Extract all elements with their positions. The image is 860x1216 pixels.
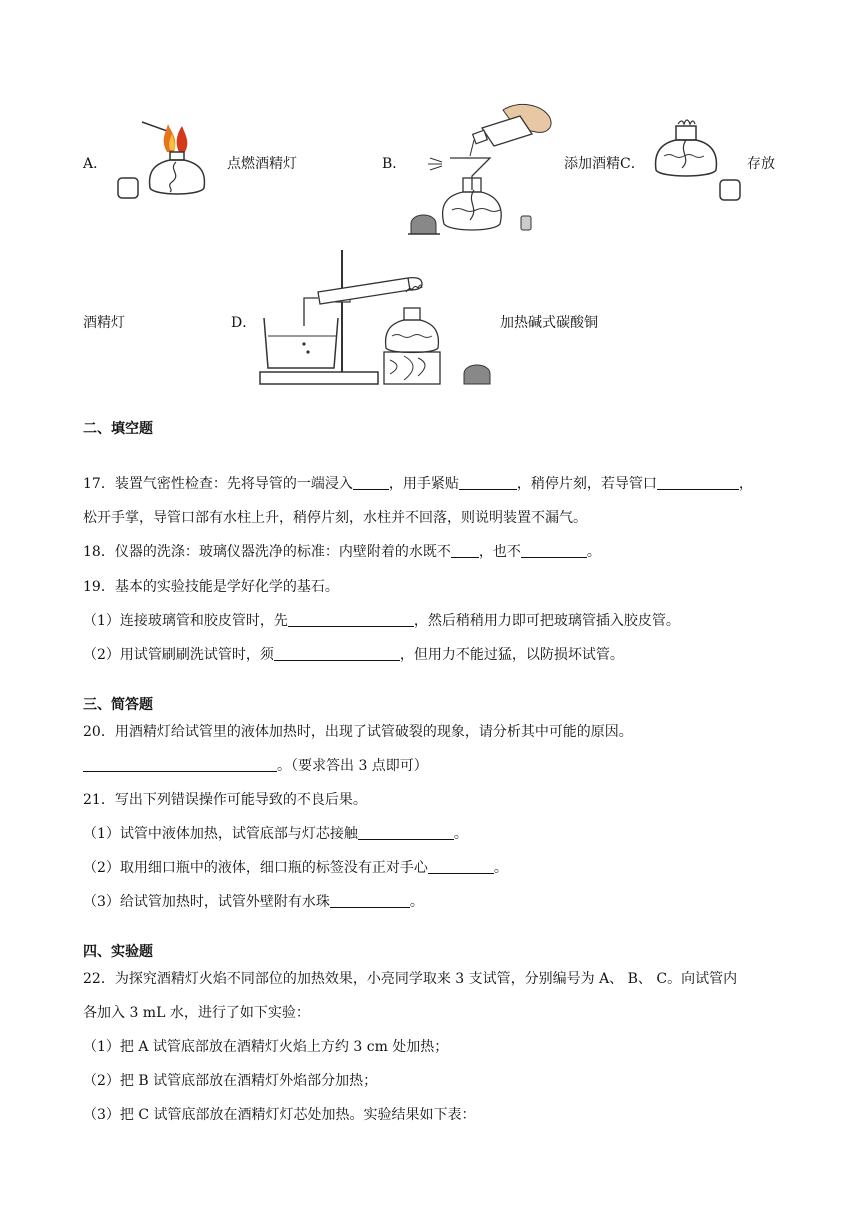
- option-d-text: 加热碱式碳酸铜: [500, 315, 598, 331]
- question-18: 18．仪器的洗涤：玻璃仪器洗净的标准：内壁附着的水既不 ，也不 。: [83, 544, 601, 560]
- section-fill-heading: 二、填空题: [83, 421, 153, 437]
- question-22-sub-3: （3）把 C 试管底部放在酒精灯灯芯处加热。实验结果如下表：: [83, 1107, 476, 1123]
- question-19-sub-2: （2）用试管刷刷洗试管时，须 ，但用力不能过猛，以防损坏试管。: [83, 647, 624, 663]
- option-a-text: 点燃酒精灯: [227, 156, 297, 172]
- question-21-sub-1: （1）试管中液体加热，试管底部与灯芯接触 。: [83, 826, 468, 842]
- storing-lamp-illustration: [648, 112, 743, 207]
- option-c-text: 存放: [747, 156, 775, 172]
- question-17-line-1: 17．装置气密性检查：先将导管的一端浸入 ，用手紧贴 ，稍停片刻，若导管口 ，: [83, 476, 753, 492]
- question-22-line-2: 各加入 3 mL 水，进行了如下实验：: [83, 1005, 310, 1021]
- option-c-letter: C．: [620, 156, 645, 172]
- question-22-sub-1: （1）把 A 试管底部放在酒精灯火焰上方约 3 cm 处加热；: [83, 1039, 449, 1055]
- option-a-letter: A．: [83, 156, 108, 172]
- question-21-sub-3: （3）给试管加热时，试管外壁附有水珠 。: [83, 894, 424, 910]
- question-17-line-2: 松开手掌，导管口部有水柱上升，稍停片刻，水柱并不回落，则说明装置不漏气。: [83, 510, 587, 526]
- option-d-letter: D．: [231, 315, 257, 331]
- question-22-line-1: 22．为探究酒精灯火焰不同部位的加热效果，小亮同学取来 3 支试管，分别编号为 A、 B、 C。向试管内: [83, 971, 738, 987]
- question-22-sub-2: （2）把 B 试管底部放在酒精灯外焰部分加热；: [83, 1073, 378, 1089]
- section-experiment-heading: 四、实验题: [83, 944, 153, 960]
- question-20-stem: 20．用酒精灯给试管里的液体加热时，出现了试管破裂的现象，请分析其中可能的原因。: [83, 724, 633, 740]
- section-short-answer-heading: 三、简答题: [83, 697, 153, 713]
- option-b-letter: B．: [382, 156, 407, 172]
- question-20-answer: 。（要求答出 3 点即可）: [83, 755, 428, 775]
- lighting-lamp-illustration: [112, 112, 207, 207]
- question-21-stem: 21．写出下列错误操作可能导致的不良后果。: [83, 792, 367, 808]
- heating-copper-carbonate-illustration: [258, 248, 498, 388]
- question-21-sub-2: （2）取用细口瓶中的液体，细口瓶的标签没有正对手心 。: [83, 860, 508, 876]
- question-19-stem: 19．基本的实验技能是学好化学的基石。: [83, 579, 339, 595]
- question-19-sub-1: （1）连接玻璃管和胶皮管时，先 ，然后稍稍用力即可把玻璃管插入胶皮管。: [83, 613, 680, 629]
- option-c-text-continued: 酒精灯: [83, 315, 125, 331]
- option-b-text: 添加酒精: [564, 156, 620, 172]
- adding-alcohol-illustration: [408, 98, 558, 238]
